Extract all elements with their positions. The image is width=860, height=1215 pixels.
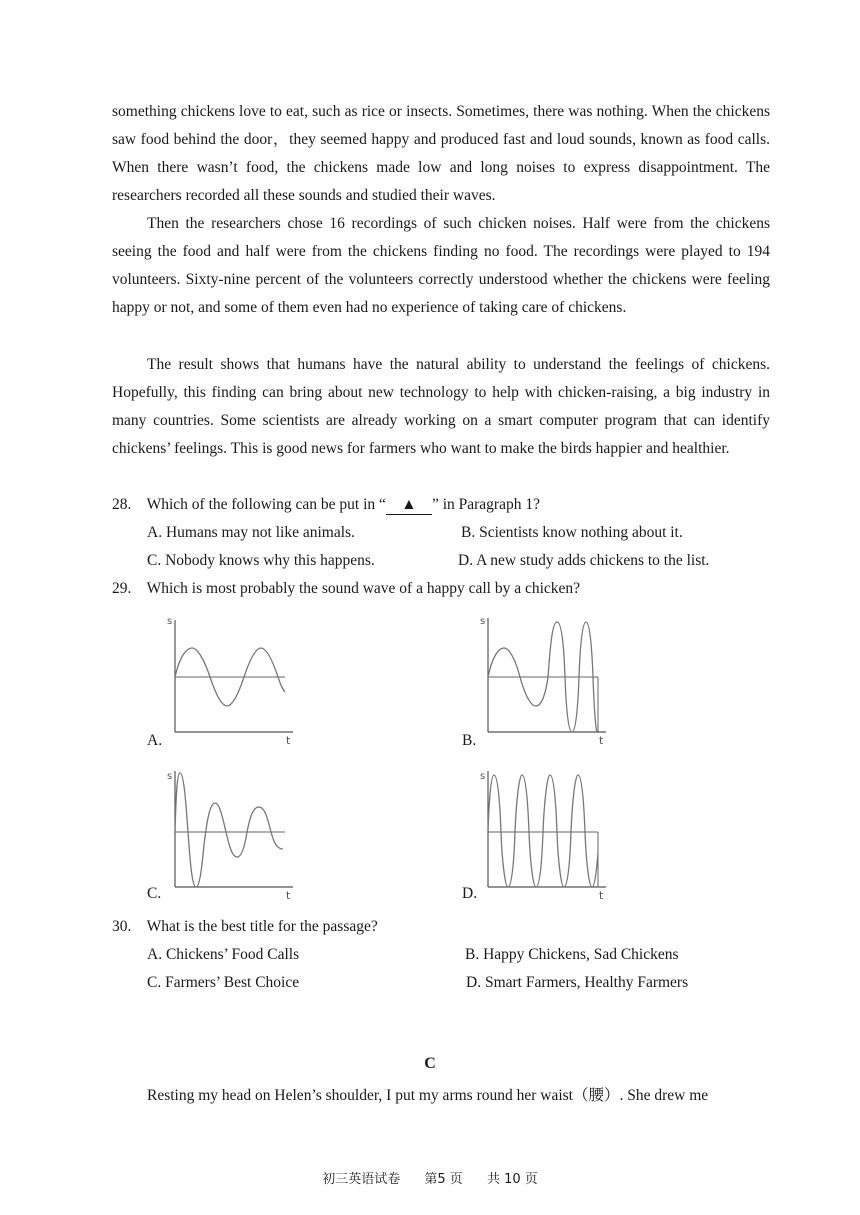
question-28-option-c[interactable]: C. Nobody knows why this happens. bbox=[147, 552, 375, 569]
question-28 bbox=[112, 491, 540, 519]
question-30-number: 30. bbox=[112, 918, 132, 935]
footer-exam-title: 初三英语试卷 bbox=[322, 1172, 401, 1187]
passage-b-paragraph-2: Then the researchers chose 16 recordings of such chicken noises. Half were from the chickens seeing the food and half were from the chickens finding no food. The recordings were played to 194 volunteers. Sixty-nine percent of the volunteers correctly understood whether the chickens were feeling happy or not, and some of them even had no experience of taking care of chickens. bbox=[112, 215, 770, 316]
x-axis-label: t bbox=[599, 734, 604, 747]
passage-b-paragraph-3: The result shows that humans have the natural ability to understand the feelings of chickens. Hopefully, this finding can bring about new technology to help with chicken-raising, a big industry in many countries. Some scientists are already working on a smart computer program that can identify chickens’ feelings. This is good news for farmers who want to make the birds happier and healthier. bbox=[112, 356, 770, 457]
question-28-option-b[interactable]: B. Scientists know nothing about it. bbox=[461, 524, 683, 541]
y-axis-label: s bbox=[480, 771, 486, 782]
wave-graph-b-svg bbox=[478, 610, 618, 750]
footer-page-number: 第5 页 bbox=[424, 1172, 463, 1187]
section-c-heading: C bbox=[424, 1055, 436, 1072]
wave-line bbox=[488, 775, 598, 887]
question-29-text: Which is most probably the sound wave of a happy call by a chicken? bbox=[146, 580, 581, 597]
graph-c-label: C. bbox=[147, 885, 162, 902]
wave-graph-d[interactable] bbox=[478, 765, 618, 905]
wave-graph-c-svg bbox=[165, 765, 305, 905]
graph-a-label: A. bbox=[147, 732, 163, 749]
question-30-option-a[interactable]: A. Chickens’ Food Calls bbox=[147, 946, 300, 963]
wave-graph-b[interactable] bbox=[478, 610, 618, 750]
graph-d-label: D. bbox=[462, 885, 478, 902]
question-28-option-d[interactable]: D. A new study adds chickens to the list. bbox=[458, 552, 710, 569]
x-axis-label: t bbox=[286, 889, 291, 902]
question-30 bbox=[112, 913, 378, 941]
graph-b-label: B. bbox=[462, 732, 477, 749]
wave-graph-c[interactable] bbox=[165, 765, 305, 905]
y-axis-label: s bbox=[167, 771, 173, 782]
y-axis-label: s bbox=[480, 616, 486, 627]
question-30-option-b[interactable]: B. Happy Chickens, Sad Chickens bbox=[465, 946, 679, 963]
question-28-blank: ▲ bbox=[386, 496, 432, 515]
question-29 bbox=[112, 575, 580, 603]
question-30-option-c[interactable]: C. Farmers’ Best Choice bbox=[147, 974, 300, 991]
y-axis-label: s bbox=[167, 616, 173, 627]
wave-line bbox=[175, 773, 283, 887]
footer-page-total: 共 10 页 bbox=[486, 1172, 538, 1187]
question-28-text-after: ” in Paragraph 1? bbox=[431, 496, 540, 513]
question-28-option-a[interactable]: A. Humans may not like animals. bbox=[147, 524, 355, 541]
question-28-text-before: Which of the following can be put in “ bbox=[146, 496, 386, 513]
question-30-text: What is the best title for the passage? bbox=[146, 918, 378, 935]
question-30-option-d[interactable]: D. Smart Farmers, Healthy Farmers bbox=[466, 974, 689, 991]
wave-graph-a-svg bbox=[165, 610, 305, 750]
section-c-paragraph-1-start: Resting my head on Helen’s shoulder, I put my arms round her waist（腰）. She drew me bbox=[147, 1087, 709, 1104]
x-axis-label: t bbox=[599, 889, 604, 902]
x-axis-label: t bbox=[286, 734, 291, 747]
page-footer bbox=[0, 1168, 860, 1187]
passage-b-paragraph-1-end: something chickens love to eat, such as rice or insects. Sometimes, there was nothing. When the chickens saw food behind the door，they seemed happy and produced fast and loud sounds, known as food calls. When there wasn’t food, the chickens made low and long noises to express disappointment. The researchers recorded all these sounds and studied their waves. bbox=[112, 103, 770, 204]
question-28-number: 28. bbox=[112, 496, 132, 513]
wave-graph-d-svg bbox=[478, 765, 618, 905]
wave-graph-a[interactable] bbox=[165, 610, 305, 750]
question-29-number: 29. bbox=[112, 580, 132, 597]
